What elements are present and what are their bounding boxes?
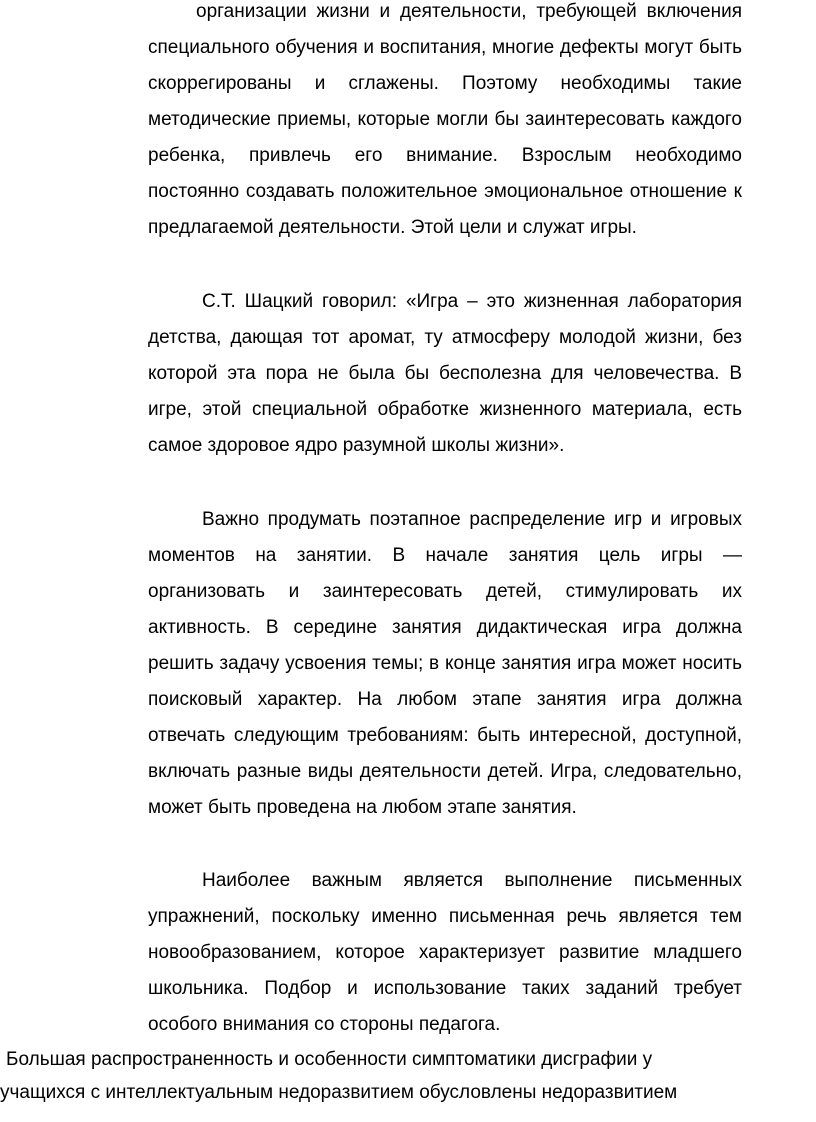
paragraph-1 xyxy=(148,0,742,246)
paragraph-3: Важно продумать поэтапное распределение игр и игровых моментов на занятии. В начале занятия цель игры — организовать и заинтересовать детей, стимулировать их активность. В середине занятия дидактическая игра должна решить задачу усвоения темы; в конце занятия игра может носить поисковый характер. На любом этапе занятия игра должна отвечать следующим требованиям: быть интересной, доступной, включать разные виды деятельности детей. Игра, следовательно, может быть проведена на любом этапе занятия. xyxy=(148,509,742,818)
tail-line-1: Большая распространенность и особенности симптоматики дисграфии у xyxy=(6,1049,653,1070)
paragraph-4: Наиболее важным является выполнение письменных упражнений, поскольку именно письменная речь является тем новообразованием, которое характеризует развитие младшего школьника. Подбор и использование таких заданий требует особого внимания со стороны педагога. xyxy=(148,870,742,1035)
tail-line-2: учащихся с интеллектуальным недоразвитием обусловлены недоразвитием xyxy=(0,1082,678,1103)
paragraph-1-text: организации жизни и деятельности, требующей включения специального обучения и воспитания, многие дефекты могут быть скоррегированы и сглажены. Поэтому необходимы такие методические приемы, которые могли бы заинтересовать каждого ребенка, привлечь его внимание. Взрослым необходимо постоянно создавать положительное эмоциональное отношение к предлагаемой деятельности. Этой цели и служат игры. xyxy=(148,1,742,238)
paragraph-2: С.Т. Шацкий говорил: «Игра – это жизненная лаборатория детства, дающая тот аромат, ту атмосферу молодой жизни, без которой эта пора не была бы бесполезна для человечества. В игре, этой специальной обработке жизненного материала, есть самое здоровое ядро разумной школы жизни». xyxy=(148,291,742,456)
